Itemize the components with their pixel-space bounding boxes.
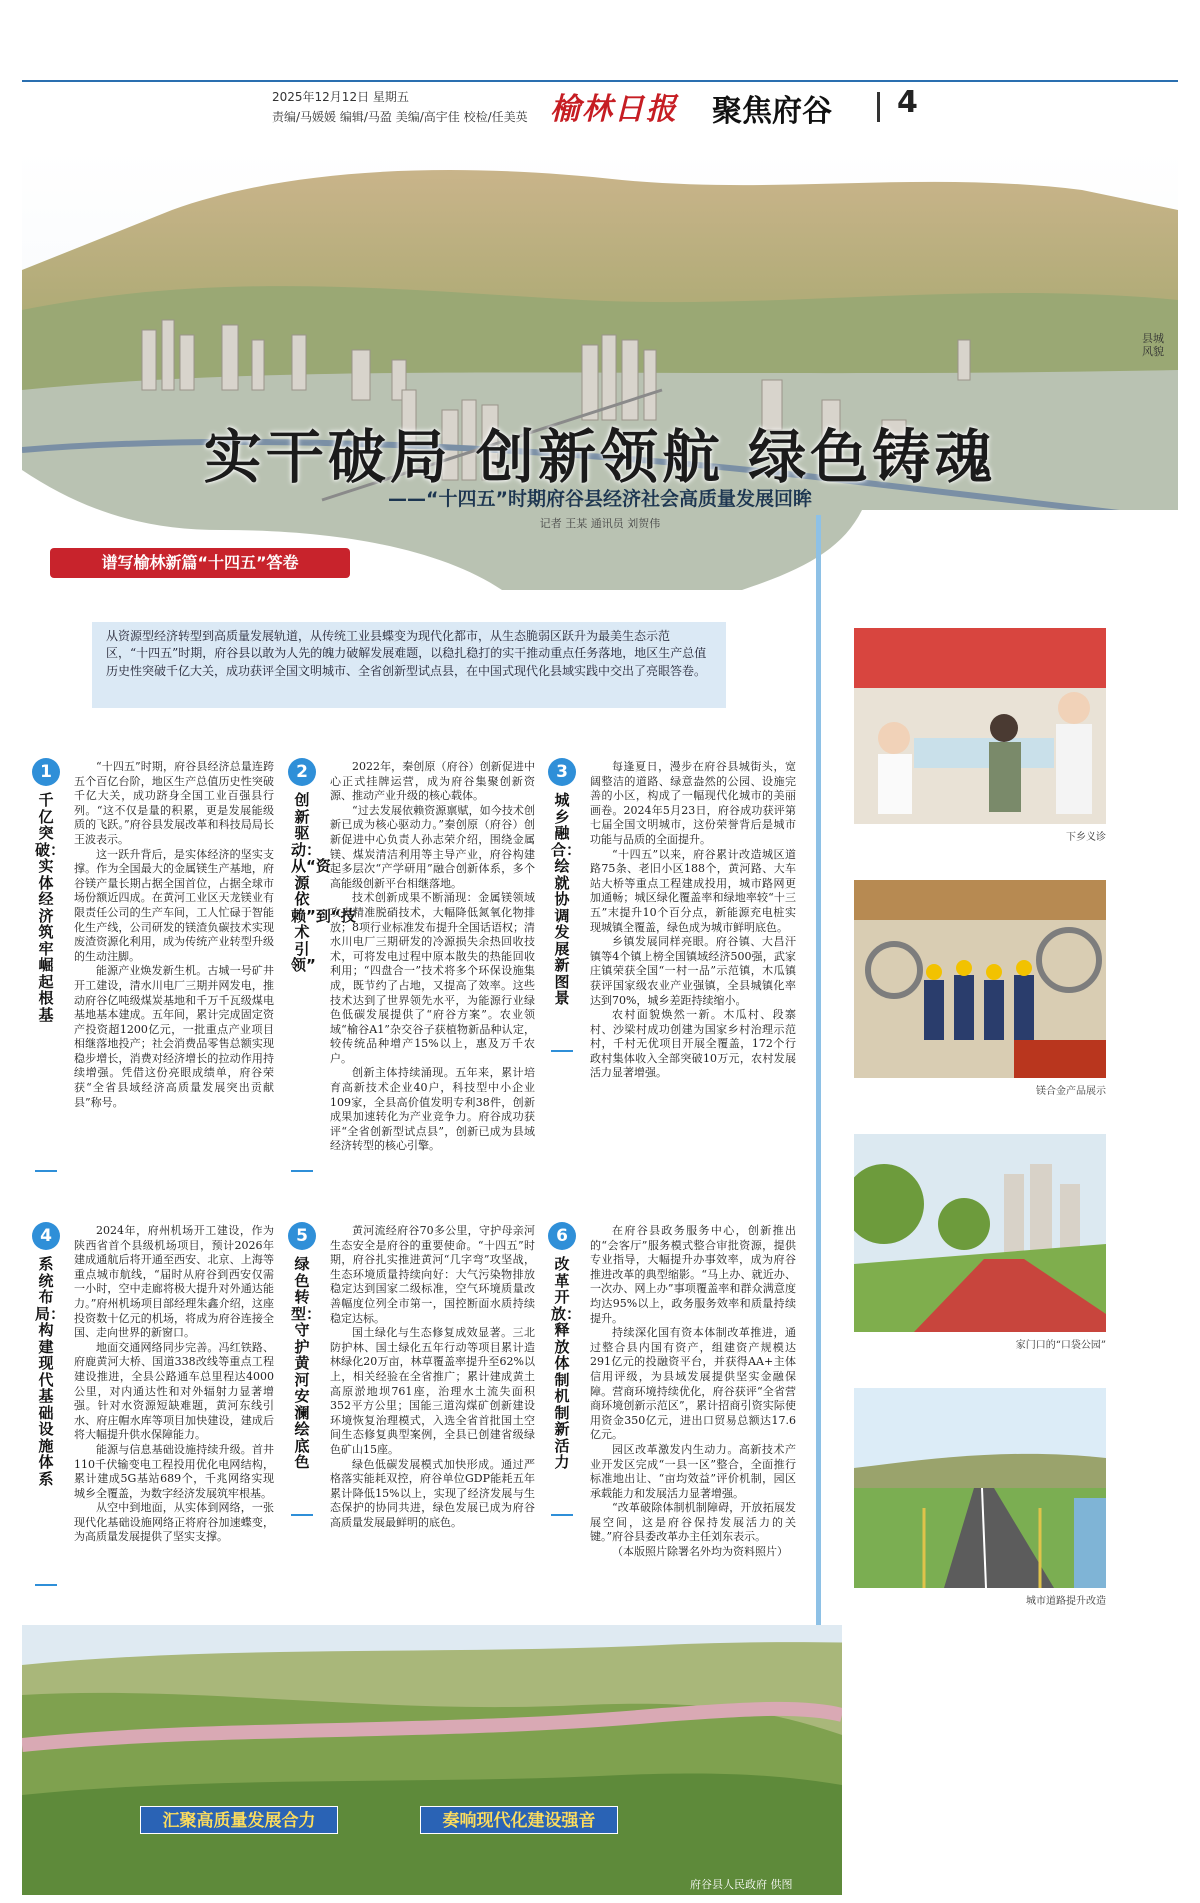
header-divider [877,92,880,122]
subheadline: ——“十四五”时期府谷县经济社会高质量发展回眸 [388,488,812,510]
issue-date: 2025年12月12日 星期五 [272,90,409,104]
section-3-body [590,760,796,1190]
slogan-banner-left: 汇聚高质量发展合力 [140,1806,338,1834]
photo-clinic [854,628,1106,824]
paragraph: 2022年，秦创原（府谷）创新促进中心正式挂牌运营，成为府谷集聚创新资源、推动产业升级的核心载体。 [330,760,535,803]
section-1-heading: 千亿突破：实体经济筑牢崛起根基 [35,792,57,1172]
photo-caption: 家门口的“口袋公园” [1015,1340,1106,1351]
section-title: 聚焦府谷 [712,94,832,129]
photo-column-divider [816,515,821,1773]
paragraph: 园区改革激发内生动力。高新技术产业开发区完成“一县一区”整合，全面推行标准地出让、“亩均效益”评价机制，园区承载能力和发展活力显著增强。 [590,1442,796,1500]
paragraph: “十四五”时期，府谷县经济总量连跨五个百亿台阶，地区生产总值历史性突破千亿大关，成功跻身全国工业百强县行列。“这不仅是量的积累，更是发展能级质的飞跃。”府谷县发展改革和科技局局长王波表示。 [74,760,274,846]
byline: 记者 王某 通讯员 刘贺伟 [539,517,661,530]
paragraph: 这一跃升背后，是实体经济的坚实支撑。作为全国最大的金属镁生产基地，府谷镁产量长期占据全国首位，占据全球市场份额近四成。在黄河工业区天龙镁业有限责任公司的生产车间，工人忙碌于智能化生产线，公司研发的镁渣负碳技术实现废渣资源化利用，成为传统产业转型升级的生动注脚。 [74,847,274,963]
section-3-number: 3 [548,758,576,786]
paragraph: 绿色低碳发展模式加快形成。通过严格落实能耗双控，府谷单位GDP能耗五年累计降低15%以上，实现了经济发展与生态保护的协同共进，绿色发展已成为府谷高质量发展最鲜明的底色。 [330,1457,535,1529]
photo-caption: 城市道路提升改造 [1026,1596,1106,1607]
section-1-number: 1 [32,758,60,786]
newspaper-logo: 榆林日报 [550,92,678,127]
section-6-body [590,1224,796,1614]
bottom-photo-credit: 府谷县人民政府 供图 [690,1878,793,1891]
headline: 实干破局 创新领航 绿色铸魂 [203,423,997,491]
photo-caption: 镁合金产品展示 [1036,1086,1106,1097]
section-2-number: 2 [288,758,316,786]
paragraph: 每逢夏日，漫步在府谷县城街头，宽阔整洁的道路、绿意盎然的公园、设施完善的小区，构成了一幅现代化城市的美丽画卷。2024年5月23日，府谷成功获评第七届全国文明城市，这份荣誉背后是城市功能与品质的全面提升。 [590,760,796,846]
section-5-heading: 绿色转型：守护黄河安澜绘底色 [291,1256,313,1516]
section-4-body [74,1224,274,1614]
paragraph: 创新主体持续涌现。五年来，累计培育高新技术企业40户，科技型中小企业109家，全县高价值发明专利38件，创新成果加速转化为产业竞争力。府谷成功获评“全省创新型试点县”，创新已成为县域经济转型的核心引擎。 [330,1066,535,1153]
paragraph: 能源与信息基础设施持续升级。首井110千伏输变电工程投用优化电网结构，累计建成5G基站689个，千兆网络实现城乡全覆盖，为数字经济发展筑牢根基。 [74,1442,274,1500]
hero-photo-credit: 县城风貌 [1142,332,1164,358]
paragraph: 黄河流经府谷70多公里，守护母亲河生态安全是府谷的重要使命。“十四五”时期，府谷扎实推进黄河“几字弯”攻坚战，生态环境质量持续向好：大气污染物排放稳定达到国家二级标准，空气环境质量改善幅度位列全市第一，国控断面水质持续稳定达标。 [330,1224,535,1325]
paragraph: “十四五”以来，府谷累计改造城区道路75条、老旧小区188个，黄河路、大车站大桥等重点工程建成投用，城市路网更加通畅；城区绿化覆盖率和绿地率较“十三五”末提升10个百分点，新能源充电桩实现城镇全覆盖，绿色成为城市鲜明底色。 [590,847,796,934]
section-3-heading: 城乡融合：绘就协调发展新图景 [551,792,573,1052]
section-5-number: 5 [288,1222,316,1250]
paragraph: （本版照片除署名外均为资料照片） [612,1545,788,1559]
section-4-number: 4 [32,1222,60,1250]
paragraph: “过去发展依赖资源禀赋，如今技术创新已成为核心驱动力。”秦创原（府谷）创新促进中心负责人孙志荣介绍，围绕金属镁、煤炭清洁利用等主导产业，府谷构建起多层次“产学研用”融合创新体系，多个高能级创新平台相继落地。 [330,803,535,890]
paragraph: 乡镇发展同样亮眼。府谷镇、大昌汗镇等4个镇上榜全国镇域经济500强，武家庄镇荣获全国“一村一品”示范镇，木瓜镇获评国家级农业产业强镇，全县城镇化率达到70%，城乡差距持续缩小。 [590,935,796,1007]
photo-caption: 下乡义诊 [1066,832,1106,843]
photo-magnesium-products [854,880,1106,1078]
editor-credits: 责编/马媛媛 编辑/马盈 美编/高宇佳 校检/任美英 [272,110,528,124]
section-5-body [330,1224,535,1614]
section-6-number: 6 [548,1222,576,1250]
page-header [22,80,1178,140]
paragraph: 在府谷县政务服务中心，创新推出的“会客厅”服务模式整合审批资源，提供专业指导，大幅提升办事效率，成为府谷推进改革的典型缩影。“马上办、就近办、一次办、网上办”事项覆盖率和群众满意度均达95%以上，政务服务效率和质量持续提升。 [590,1224,796,1325]
slogan-banner-right: 奏响现代化建设强音 [420,1806,618,1834]
paragraph: 能源产业焕发新生机。古城一号矿井开工建设，清水川电厂三期并网发电，推动府谷亿吨级煤炭基地和千万千瓦级煤电基地基本建成。五年间，累计完成固定资产投资超1200亿元，一批重点产业项目相继落地投产；社会消费品零售总额实现稳步增长，消费对经济增长的拉动作用持续增强。凭借这份亮眼成绩单，府谷荣获“全省县域经济高质量发展突出贡献县”称号。 [74,964,274,1109]
series-ribbon: 谱写榆林新篇“十四五”答卷 [50,548,350,578]
paragraph: 持续深化国有资本体制改革推进，通过整合县内国有资产，组建资产规模达291亿元的投融资平台，并获得AA+主体信用评级，为县域发展提供坚实金融保障。营商环境持续优化，府谷获评“全省营商环境创新示范区”，累计招商引资实际使用资金350亿元，进出口贸易总额达17.6亿元。 [590,1326,796,1442]
photo-pocket-park [854,1134,1106,1332]
section-2-heading: 创新驱动：从“资源依赖”到“技术引领” [291,792,313,1172]
section-6-heading: 改革开放：释放体制机制新活力 [551,1256,573,1516]
paragraph: 从空中到地面，从实体到网络，一张现代化基础设施网络正将府谷加速蝶变，为高质量发展提供了坚实支撑。 [74,1501,274,1544]
page-number: 4 [897,85,918,120]
intro-box: 从资源型经济转型到高质量发展轨道，从传统工业县蝶变为现代化都市，从生态脆弱区跃升为最美生态示范区，“十四五”时期，府谷县以敢为人先的魄力破解发展难题，以稳扎稳打的实干推动重点任务落地，地区生产总值历史性突破千亿大关，成功获评全国文明城市、全省创新型试点县，在中国式现代化县域实践中交出了亮眼答卷。 [92,622,726,708]
paragraph: 地面交通网络同步完善。冯红铁路、府鹿黄河大桥、国道338改线等重点工程建设推进，全县公路通车总里程达4000公里，对内通达性和对外辐射力显著增强。针对水资源短缺难题，黄河东线引水、府庄帽水库等项目加快建设，建成后将大幅提升供水保障能力。 [74,1340,274,1442]
paragraph: 2024年，府州机场开工建设，作为陕西省首个县级机场项目，预计2026年建成通航后将开通至西安、北京、上海等重点城市航线，“届时从府谷到西安仅需一小时，空中走廊将极大提升对外通达能力。”府州机场项目部经理朱鑫介绍，这座投资数十亿元的机场，将成为府谷连接全国、走向世界的新窗口。 [74,1224,274,1340]
paragraph: “改革破除体制机制障碍，开放拓展发展空间，这是府谷保持发展活力的关键。”府谷县委改革办主任刘东表示。 [590,1501,796,1544]
paragraph: 技术创新成果不断涌现：金属镁领域攻克精准脱硝技术，大幅降低氮氧化物排放；8项行业标准发布提升全国话语权；清水川电厂三期研发的冷源损失余热回收技术，可将发电过程中原本散失的热能回收利用；“四盘合一”技术将多个环保设施集成，既节约了占地，又提高了效率。这些技术达到了世界领先水平，为能源行业绿色低碳发展提供了“府谷方案”。农业领域“榆谷A1”杂交谷子获植物新品种认定，较传统品种增产15%以上，惠及万千农户。 [330,891,535,1065]
photo-road-upgrade [854,1388,1106,1588]
section-1-body [74,760,274,1190]
section-4-heading: 系统布局：构建现代基础设施体系 [35,1256,57,1586]
paragraph: 农村面貌焕然一新。木瓜村、段寨村、沙梁村成功创建为国家乡村治理示范村，千村无优项目开展全覆盖，172个行政村集体收入全部突破10万元，农村发展活力显著增强。 [590,1008,796,1080]
bottom-landscape-photo [22,1625,1178,1895]
paragraph: 国土绿化与生态修复成效显著。三北防护林、国土绿化五年行动等项目累计造林绿化20万亩，林草覆盖率提升至62%以上，相关经验在全省推广；累计建成黄土高原淤地坝761座，治理水土流失面积352平方公里；国能三道沟煤矿创新建设环境恢复治理模式，入选全省首批国土空间生态修复典型案例，全县已创建省级绿色矿山15座。 [330,1326,535,1456]
section-2-body [330,760,535,1190]
